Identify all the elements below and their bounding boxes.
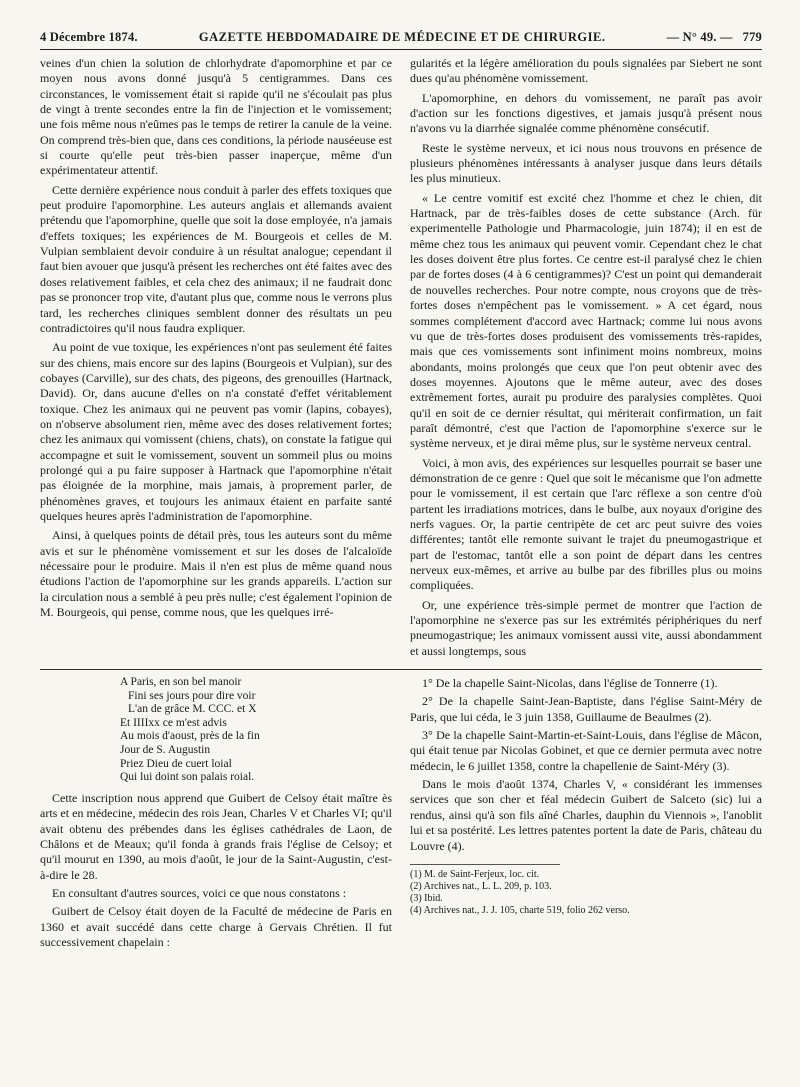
verse-line: Au mois d'aoust, près de la fin (120, 730, 260, 743)
verse-line: Qui lui doint son palais roial. (120, 771, 255, 784)
footnote: (2) Archives nat., L. L. 209, p. 103. (410, 880, 552, 892)
paragraph: Reste le système nerveux, et ici nous nous trouvons en présence de plusieurs phénomènes intéressants à analyser jusque dans leurs détails les plus minutieux. (410, 140, 762, 186)
paragraph: Ainsi, à quelques points de détail près, tous les auteurs sont du même avis et sur le phénomène vomissement et sur les doses de l'alcaloïde nécessaire pour le produire. Mais il n'en est plus de même quand nous étudions l'action de l'apomorphine sur les grands appareils. L'action sur la circulation nous a semblé à peu près nulle; c'est également l'opinion de M. Bourgeois, qui pense, comme nous, que les quelques irré- (40, 528, 392, 620)
paragraph: veines d'un chien la solution de chlorhydrate d'apomorphine et par ce moyen nous avons donné jusqu'à 5 centigrammes. Dans ces circonstances, le vomissement était si rapide qu'il ne s'écoulait pas plus de vingt à trente secondes entre la fin de l'injection et le vomissement; une fois même nous n'eûmes pas le temps de retirer la canule de la veine. On comprend très-bien que, dans ces conditions, la période nauséeuse est si courte qu'elle peut très-bien passer inaperçue, même d'un expérimentateur attentif. (40, 56, 392, 178)
feuilleton-columns (40, 676, 762, 953)
issue-date: 4 Décembre 1874. (40, 30, 138, 44)
list-item: 2° De la chapelle Saint-Jean-Baptiste, dans l'église Saint-Méry de Paris, que lui céda, le 3 juin 1358, Guillaume de Beaulmes (2). (410, 694, 762, 724)
footnote: (1) M. de Saint-Ferjeux, loc. cit. (410, 868, 540, 880)
verse-line: L'an de grâce M. CCC. et X (128, 703, 257, 716)
paragraph: L'apomorphine, en dehors du vomissement, ne paraît pas avoir d'action sur les fonctions digestives, et jamais jusqu'à présent nous n'avons vu la diarrhée signalée comme phénomène consécutif. (410, 90, 762, 136)
inscription-verse (40, 676, 392, 785)
section-divider (40, 669, 762, 670)
journal-title: GAZETTE HEBDOMADAIRE DE MÉDECINE ET DE CHIRURGIE. (198, 30, 606, 44)
paragraph: Or, une expérience très-simple permet de montrer que l'action de l'apomorphine ne s'exerce pas sur les extrémités périphériques du nerf pneumogastrique; les animaux vomissent aussi vite, aussi abondamment et aussi longtemps, sous (410, 597, 762, 658)
footnotes (410, 864, 630, 917)
paragraph: Cette dernière expérience nous conduit à parler des effets toxiques que peut produire l'apomorphine. Les auteurs anglais et allemands avaient prétendu que l'apomorphine, quelle que soit la dose employée, n'a jamais d'effets toxiques; les expériences de M. Bourgeois et celles de M. Vulpian semblaient devoir conduire à un résultat analogue; cependant il faut bien avouer que jusqu'à présent les recherches ont été faites avec des doses relativement faibles, et cela chez des animaux; il ne faudrait donc pas se prononcer trop vite, d'autant plus que, comme nous le verrons plus tard, les recherches cliniques semblent donner des résultats un peu contradictoires qu'il nous faudra expliquer. (40, 182, 392, 335)
verse-line: Fini ses jours pour dire voir (128, 689, 256, 702)
lower-left-column (40, 676, 392, 953)
verse-line: Priez Dieu de cuert loial (120, 757, 232, 770)
footnote: (3) Ibid. (410, 892, 443, 904)
paragraph: « Le centre vomitif est excité chez l'homme et chez le chien, dit Hartnack, par de très-faibles doses de cette substance (Arch. für experimentelle Pathologie und Pharmacologie, juin 1874); il en est de même chez tous les animaux qui peuvent vomir. Cependant chez le chat les doses doivent être plus fortes. Ce centre est-il paralysé chez le chien par de fortes doses (4 à 6 centigrammes)? C'est un point qui demanderait de nouvelles recherches. Pour notre compte, nous croyons que de très-fortes doses n'empêchent pas le vomissement. » A cet égard, nous sommes complétement d'accord avec Hartnack; comme lui nous avons vu que de très-fortes doses produisent des vomissements très-rapides, mais que ces vomissements sont infiniment moins nombreux, moins abondants, moins prolongés que ceux que l'on peut obtenir avec des doses moyennes. Ajoutons que le même auteur, avec des doses extrêmement fortes, aurait pu produire des paralysies complètes. Quoi qu'il en soit de ce dernier résultat, qui mériterait confirmation, un fait paraît démontré, c'est que l'action de l'apomorphine s'exerce sur le système nerveux, et je dirai même plus, sur le système nerveux central. (410, 190, 762, 451)
list-item: 1° De la chapelle Saint-Nicolas, dans l'église de Tonnerre (1). (422, 676, 718, 691)
footnote: (4) Archives nat., J. J. 105, charte 519, folio 262 verso. (410, 904, 630, 916)
paragraph: Dans le mois d'août 1374, Charles V, « considérant les immenses services que son cher et féal médecin Guibert de Salceto (sic) lui a rendus, ainsi qu'à son fils aîné Charles, dauphin du Viennois », l'anoblit lui et sa postérité. Les lettres patentes portent la date de Paris, château du Louvre (4). (410, 777, 762, 853)
page-number: 779 (742, 30, 762, 44)
paragraph: Guibert de Celsoy était doyen de la Faculté de médecine de Paris en 1360 et avait succédé dans cette charge à Gervais Chrétien. Il fut successivement chapelain : (40, 904, 392, 949)
running-head (40, 30, 762, 50)
paragraph: Cette inscription nous apprend que Guibert de Celsoy était maître ès arts et en médecine, médecin des rois Jean, Charles V et Charles VI; qu'il avait obtenu des prébendes dans les églises cathédrales de Laon, de Châlons et de Meaux; qu'il fonda à grands frais l'église de Celsoy; et qu'il mourut en 1390, au mois d'août, le jour de la Saint-Augustin, c'est-à-dire le 28. (40, 790, 392, 882)
list-item: 3° De la chapelle Saint-Martin-et-Saint-Louis, dans l'église de Mâcon, qui était tenue par Nicolas Gobinet, et que ce dernier permuta avec notre médecin, le 6 juillet 1358, contre la chapellenie de Saint-Méry (3). (410, 728, 762, 773)
paragraph: Voici, à mon avis, des expériences sur lesquelles pourrait se baser une démonstration de ce genre : Quel que soit le mécanisme que l'on admette pour le vomissement, il est certain que l'arc réflexe a son centre d'où partent les irradiations motrices, dans le bulbe, aux noyaux d'origine des nerfs vagues. Or, la partie centripète de cet arc peut suivre des voies différentes; tantôt elle remonte suivant le trajet du pneumogastrique et part de l'estomac, tantôt elle a son point de départ dans les centres nerveux eux-mêmes, et arrive au bulbe par des fibrilles plus ou moins compliquées. (410, 455, 762, 593)
verse-line: Et IIIIxx ce m'est advis (120, 716, 227, 729)
verse-line: A Paris, en son bel manoir (120, 676, 242, 689)
upper-columns (40, 56, 762, 663)
upper-left-column (40, 56, 392, 663)
paragraph: En consultant d'autres sources, voici ce que nous constatons : (52, 885, 347, 900)
paragraph: Au point de vue toxique, les expériences n'ont pas seulement été faites sur des chiens, mais encore sur des lapins (Bourgeois et Vulpian), sur des cobayes (Carville), sur des chats, des pigeons, des grenouilles (Hartnack, David). Or, dans aucune d'elles on n'a constaté d'effet véritablement toxique. Chez les animaux qui ne peuvent pas vomir (lapins, cobayes), on n'observe absolument rien, même avec des doses relativement fortes; chez les animaux qui vomissent (chiens, chats), on constate la fatigue qui accompagne et suit le vomissement, souvent un sommeil plus ou moins prolongé qui a pu faire supposer à Hartnack que l'apomorphine n'était pas éloignée de la morphine, mais jamais, à proprement parler, de phénomènes graves, et toujours les animaux étaient en parfaite santé quelques heures après l'administration de l'apomorphine. (40, 340, 392, 523)
paragraph: gularités et la légère amélioration du pouls signalées par Siebert ne sont dues qu'au phénomène vomissement. (410, 56, 762, 86)
upper-right-column (410, 56, 762, 663)
issue-number: — N° 49. — (666, 30, 733, 44)
verse-line: Jour de S. Augustin (120, 744, 211, 757)
lower-right-column (410, 676, 762, 953)
